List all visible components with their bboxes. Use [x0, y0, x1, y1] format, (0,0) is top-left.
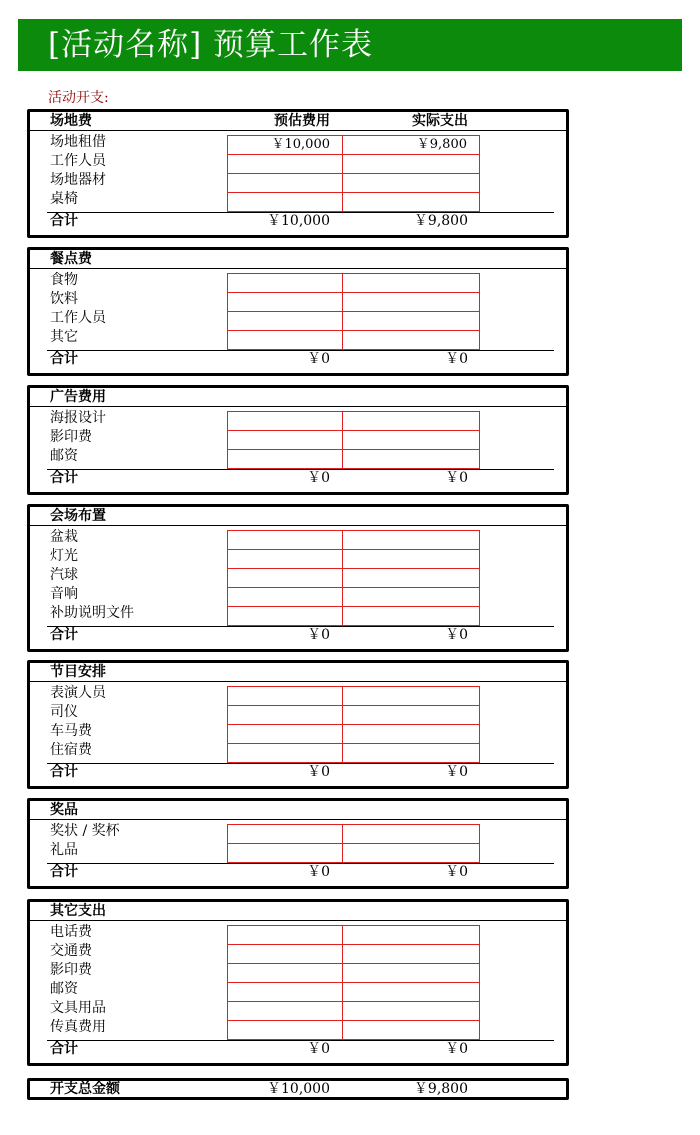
line-item-label: 电话费 [50, 924, 92, 940]
line-item-label: 食物 [50, 272, 78, 288]
line-item-label: 交通费 [50, 943, 92, 959]
estimated-cost-cell[interactable]: ￥10,000 [227, 135, 343, 155]
line-item-label: 盆栽 [50, 529, 78, 545]
budget-section [27, 899, 569, 1066]
estimated-cost-cell[interactable] [227, 1020, 343, 1040]
line-item-label: 场地器材 [50, 172, 106, 188]
line-item-label: 邮资 [50, 981, 78, 997]
line-item-label: 汽球 [50, 567, 78, 583]
section-total-actual: ￥0 [445, 864, 468, 880]
estimated-cost-cell[interactable] [227, 982, 343, 1002]
line-item-label: 住宿费 [50, 742, 92, 758]
estimated-cost-cell[interactable] [227, 192, 343, 212]
line-item-label: 传真费用 [50, 1019, 106, 1035]
actual-cost-cell[interactable] [342, 686, 480, 706]
estimated-cost-cell[interactable] [227, 273, 343, 293]
section-title: 餐点费 [50, 251, 92, 267]
actual-cost-cell[interactable] [342, 154, 480, 174]
actual-cost-cell[interactable] [342, 925, 480, 945]
budget-section [27, 660, 569, 789]
section-title: 会场布置 [50, 508, 106, 524]
line-item-label: 司仪 [50, 704, 78, 720]
actual-cost-cell[interactable] [342, 963, 480, 983]
section-header [30, 801, 566, 820]
section-title: 其它支出 [50, 903, 106, 919]
section-total-label: 合计 [50, 764, 78, 780]
section-title: 广告费用 [50, 389, 106, 405]
estimated-cost-cell[interactable] [227, 1001, 343, 1021]
page-title: [活动名称] 预算工作表 [18, 19, 682, 71]
line-item-label: 桌椅 [50, 191, 78, 207]
line-item-label: 场地租借 [50, 134, 106, 150]
estimated-cost-cell[interactable] [227, 743, 343, 763]
line-item-label: 影印费 [50, 962, 92, 978]
section-total-label: 合计 [50, 1041, 78, 1057]
actual-cost-cell[interactable] [342, 944, 480, 964]
actual-cost-cell[interactable] [342, 173, 480, 193]
section-total-label: 合计 [50, 864, 78, 880]
estimated-cost-cell[interactable] [227, 686, 343, 706]
actual-cost-cell[interactable] [342, 330, 480, 350]
section-total-estimated: ￥0 [307, 1041, 330, 1057]
section-total-estimated: ￥0 [307, 627, 330, 643]
section-total-estimated: ￥10,000 [267, 213, 330, 229]
actual-cost-cell[interactable] [342, 1020, 480, 1040]
estimated-cost-cell[interactable] [227, 587, 343, 607]
actual-cost-cell[interactable] [342, 430, 480, 450]
estimated-cost-cell[interactable] [227, 411, 343, 431]
actual-cost-cell[interactable]: ￥9,800 [342, 135, 480, 155]
section-total-label: 合计 [50, 213, 78, 229]
actual-cost-header: 实际支出 [412, 113, 468, 129]
section-header [30, 112, 566, 131]
estimated-cost-cell[interactable] [227, 154, 343, 174]
estimated-cost-cell[interactable] [227, 549, 343, 569]
estimated-cost-cell[interactable] [227, 292, 343, 312]
estimated-cost-cell[interactable] [227, 430, 343, 450]
actual-cost-cell[interactable] [342, 449, 480, 469]
actual-cost-cell[interactable] [342, 606, 480, 626]
grand-total-estimated: ￥10,000 [267, 1081, 330, 1097]
activity-expenses-label: 活动开支: [48, 90, 109, 106]
budget-section [27, 109, 569, 238]
section-header [30, 663, 566, 682]
line-item-label: 海报设计 [50, 410, 106, 426]
estimated-cost-cell[interactable] [227, 449, 343, 469]
actual-cost-cell[interactable] [342, 982, 480, 1002]
budget-section [27, 504, 569, 652]
line-item-label: 补助说明文件 [50, 605, 134, 621]
line-item-label: 影印费 [50, 429, 92, 445]
section-total-label: 合计 [50, 351, 78, 367]
actual-cost-cell[interactable] [342, 411, 480, 431]
section-total-actual: ￥0 [445, 351, 468, 367]
actual-cost-cell[interactable] [342, 1001, 480, 1021]
section-total-label: 合计 [50, 627, 78, 643]
actual-cost-cell[interactable] [342, 292, 480, 312]
section-total-actual: ￥9,800 [413, 213, 468, 229]
section-total-actual: ￥0 [445, 1041, 468, 1057]
actual-cost-cell[interactable] [342, 568, 480, 588]
estimated-cost-cell[interactable] [227, 944, 343, 964]
line-item-label: 车马费 [50, 723, 92, 739]
section-header [30, 388, 566, 407]
estimated-cost-cell[interactable] [227, 824, 343, 844]
estimated-cost-cell[interactable] [227, 606, 343, 626]
line-item-label: 音响 [50, 586, 78, 602]
line-item-label: 文具用品 [50, 1000, 106, 1016]
estimated-cost-header: 预估费用 [274, 113, 330, 129]
section-total-actual: ￥0 [445, 627, 468, 643]
actual-cost-cell[interactable] [342, 824, 480, 844]
section-total-estimated: ￥0 [307, 864, 330, 880]
actual-cost-cell[interactable] [342, 705, 480, 725]
actual-cost-cell[interactable] [342, 724, 480, 744]
line-item-label: 工作人员 [50, 310, 106, 326]
actual-cost-cell[interactable] [342, 843, 480, 863]
estimated-cost-cell[interactable] [227, 963, 343, 983]
section-total-estimated: ￥0 [307, 470, 330, 486]
section-total-estimated: ￥0 [307, 764, 330, 780]
actual-cost-cell[interactable] [342, 743, 480, 763]
estimated-cost-cell[interactable] [227, 530, 343, 550]
grand-total-row [27, 1078, 569, 1100]
actual-cost-cell[interactable] [342, 587, 480, 607]
section-header [30, 902, 566, 921]
budget-section [27, 247, 569, 376]
estimated-cost-cell[interactable] [227, 311, 343, 331]
line-item-label: 奖状 / 奖杯 [50, 823, 120, 839]
budget-section [27, 798, 569, 889]
grand-total-label: 开支总金额 [50, 1081, 120, 1097]
grand-total-actual: ￥9,800 [413, 1081, 468, 1097]
actual-cost-cell[interactable] [342, 192, 480, 212]
actual-cost-cell[interactable] [342, 530, 480, 550]
section-total-estimated: ￥0 [307, 351, 330, 367]
section-total-actual: ￥0 [445, 764, 468, 780]
section-header [30, 250, 566, 269]
section-header [30, 507, 566, 526]
estimated-cost-cell[interactable] [227, 568, 343, 588]
line-item-label: 其它 [50, 329, 78, 345]
line-item-label: 表演人员 [50, 685, 106, 701]
estimated-cost-cell[interactable] [227, 330, 343, 350]
estimated-cost-cell[interactable] [227, 925, 343, 945]
line-item-label: 工作人员 [50, 153, 106, 169]
section-total-label: 合计 [50, 470, 78, 486]
line-item-label: 礼品 [50, 842, 78, 858]
line-item-label: 邮资 [50, 448, 78, 464]
line-item-label: 饮料 [50, 291, 78, 307]
line-item-label: 灯光 [50, 548, 78, 564]
section-title: 场地费 [50, 113, 92, 129]
actual-cost-cell[interactable] [342, 549, 480, 569]
section-total-actual: ￥0 [445, 470, 468, 486]
estimated-cost-cell[interactable] [227, 843, 343, 863]
section-title: 奖品 [50, 802, 78, 818]
estimated-cost-cell[interactable] [227, 724, 343, 744]
estimated-cost-cell[interactable] [227, 705, 343, 725]
actual-cost-cell[interactable] [342, 311, 480, 331]
actual-cost-cell[interactable] [342, 273, 480, 293]
section-title: 节目安排 [50, 664, 106, 680]
estimated-cost-cell[interactable] [227, 173, 343, 193]
budget-section [27, 385, 569, 495]
